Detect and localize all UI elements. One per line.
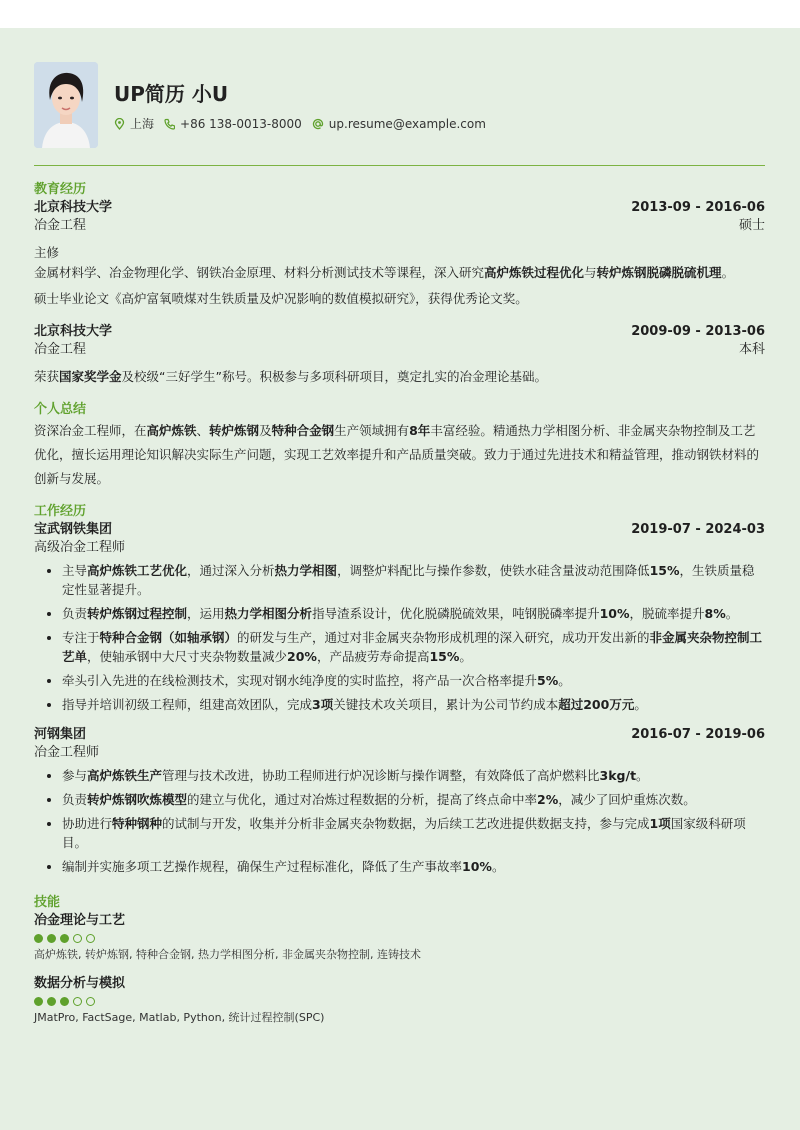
skill-dot-filled <box>60 934 69 943</box>
phone-icon <box>164 118 175 130</box>
list-item: • 参与高炉炼铁生产管理与技术改进，协助工程师进行炉况诊断与操作调整，有效降低了高炉燃料比3kg/t。 <box>62 766 765 785</box>
job-bullets <box>34 561 765 714</box>
list-item: • 主导高炉炼铁工艺优化，通过深入分析热力学相图，调整炉料配比与操作参数，使铁水硅含量波动范围降低15%，生铁质量稳定性显著提升。 <box>62 561 765 599</box>
courses-label: 主修 <box>34 245 60 260</box>
skill-item <box>34 912 765 963</box>
skill-level-dots <box>34 997 765 1006</box>
contact-info <box>114 115 496 132</box>
list-item: • 编制并实施多项工艺操作规程，确保生产过程标准化，降低了生产事故率10%。 <box>62 857 765 876</box>
skill-dot-empty <box>86 997 95 1006</box>
candidate-name: UP简历 小U <box>114 82 229 106</box>
email-text[interactable]: up.resume@example.com <box>328 116 486 131</box>
school-name: 北京科技大学 <box>34 324 113 339</box>
resume-header <box>34 28 765 166</box>
job-title: 冶金工程师 <box>34 745 100 760</box>
skill-dot-filled <box>47 934 56 943</box>
contact-phone <box>164 117 302 131</box>
school-name: 北京科技大学 <box>34 200 113 215</box>
date-range: 2013-09 - 2016-06 <box>631 200 765 215</box>
job-bullets <box>34 766 765 876</box>
skill-dot-empty <box>73 997 82 1006</box>
work-section <box>34 503 765 876</box>
section-title-education: 教育经历 <box>34 182 87 197</box>
degree: 硕士 <box>738 218 765 233</box>
section-title-work: 工作经历 <box>34 504 87 519</box>
phone-text: +86 138-0013-8000 <box>180 116 302 131</box>
list-item: • 指导并培训初级工程师，组建高效团队，完成3项关键技术攻关项目，累计为公司节约成本超过200万元。 <box>62 695 765 714</box>
education-entry <box>34 199 765 309</box>
education-entry <box>34 323 765 387</box>
date-range: 2019-07 - 2024-03 <box>631 522 765 537</box>
degree: 本科 <box>738 342 765 357</box>
skill-dot-filled <box>34 934 43 943</box>
at-sign-icon <box>312 118 324 130</box>
job-entry <box>34 726 765 876</box>
courses-text: 金属材料学、冶金物理化学、钢铁冶金原理、材料分析测试技术等课程，深入研究高炉炼铁过程优化与转炉炼钢脱磷脱硫机理。 <box>34 265 735 280</box>
city-text: 上海 <box>130 117 155 131</box>
location-pin-icon <box>114 118 125 130</box>
resume-page <box>0 28 800 1130</box>
major: 冶金工程 <box>34 342 87 357</box>
date-range: 2016-07 - 2019-06 <box>631 727 765 742</box>
company-name: 宝武钢铁集团 <box>34 522 113 537</box>
skill-dot-empty <box>73 934 82 943</box>
header-divider <box>34 165 765 166</box>
skill-desc: 高炉炼铁, 转炉炼钢, 特种合金钢, 热力学相图分析, 非金属夹杂物控制, 连铸技术 <box>34 948 421 961</box>
skill-dot-filled <box>60 997 69 1006</box>
skill-dot-filled <box>47 997 56 1006</box>
section-title-summary: 个人总结 <box>34 402 87 417</box>
avatar <box>34 62 98 148</box>
skills-section <box>34 894 765 1026</box>
job-entry <box>34 521 765 714</box>
list-item: • 负责转炉炼钢过程控制，运用热力学相图分析指导渣系设计，优化脱磷脱硫效果，吨钢脱磷率提升10%，脱硫率提升8%。 <box>62 604 765 623</box>
skill-dot-filled <box>34 997 43 1006</box>
company-name: 河钢集团 <box>34 727 87 742</box>
thesis-text: 硕士毕业论文《高炉富氧喷煤对生铁质量及炉况影响的数值模拟研究》，获得优秀论文奖。 <box>34 291 528 306</box>
skill-name: 冶金理论与工艺 <box>34 913 126 928</box>
summary-text: 资深冶金工程师，在高炉炼铁、转炉炼钢及特种合金钢生产领域拥有8年丰富经验。精通热力学相图分析、非金属夹杂物控制及工艺优化，擅长运用理论知识解决实际生产问题，实现工艺效率提升和产品质量突破。致力于通过先进技术和精益管理，推动钢铁材料的创新与发展。 <box>34 423 760 486</box>
list-item: • 牵头引入先进的在线检测技术，实现对钢水纯净度的实时监控，将产品一次合格率提升5%。 <box>62 671 765 690</box>
skill-level-dots <box>34 934 765 943</box>
summary-section <box>34 401 765 491</box>
list-item: • 专注于特种合金钢（如轴承钢）的研发与生产，通过对非金属夹杂物形成机理的深入研究，成功开发出新的非金属夹杂物控制工艺单，使轴承钢中大尺寸夹杂物数量减少20%，产品疲劳寿命提高15%。 <box>62 628 765 666</box>
skill-name: 数据分析与模拟 <box>34 976 126 991</box>
date-range: 2009-09 - 2013-06 <box>631 324 765 339</box>
skill-item <box>34 975 765 1026</box>
job-title: 高级冶金工程师 <box>34 540 126 555</box>
major: 冶金工程 <box>34 218 87 233</box>
contact-city <box>114 115 154 132</box>
skill-dot-empty <box>86 934 95 943</box>
contact-email[interactable] <box>312 117 486 131</box>
education-section <box>34 181 765 387</box>
list-item: • 协助进行特种钢种的试制与开发，收集并分析非金属夹杂物数据，为后续工艺改进提供数据支持，参与完成1项国家级科研项目。 <box>62 814 765 852</box>
honors-text: 荣获国家奖学金及校级“三好学生”称号。积极参与多项科研项目，奠定扎实的冶金理论基础。 <box>34 369 547 384</box>
skill-desc: JMatPro, FactSage, Matlab, Python, 统计过程控制(SPC) <box>34 1011 325 1024</box>
section-title-skills: 技能 <box>34 895 61 910</box>
list-item: • 负责转炉炼钢吹炼模型的建立与优化，通过对冶炼过程数据的分析，提高了终点命中率2%，减少了回炉重炼次数。 <box>62 790 765 809</box>
